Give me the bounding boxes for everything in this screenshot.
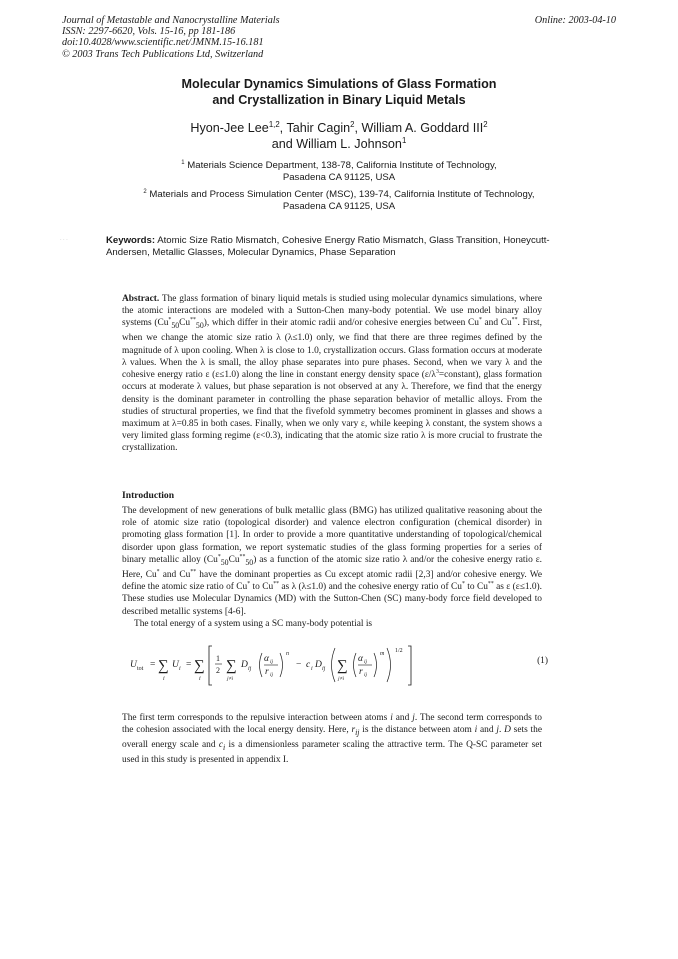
- svg-text:=: =: [150, 660, 156, 670]
- introduction-text: [122, 505, 542, 630]
- svg-text:tot: tot: [137, 666, 144, 672]
- equation-graphic: [130, 643, 510, 687]
- affiliation-line: Materials and Process Simulation Center (MSC), 139-74, California Institute of Technology,: [149, 189, 535, 200]
- svg-text:i: i: [163, 676, 165, 682]
- svg-text:1/2: 1/2: [395, 648, 403, 654]
- author-name: Hyon-Jee Lee: [190, 121, 269, 135]
- intro-paragraph: The total energy of a system using a SC many-body potential is: [134, 618, 373, 629]
- author-list: Hyon-Jee Lee$^{1,2}$, Tahir Cagin$^2$, William A. Goddard III$^2$ and William L. Johnson$^1$: [190, 119, 488, 151]
- title-line-2: and Crystallization in Binary Liquid Metals: [212, 93, 466, 107]
- body-paragraph: The first term corresponds to the repulsive interaction between atoms i and j. The second term corresponds to the cohesion associated with the local energy density. Here, $r_{ij}$ is the distance between atom i and j. D sets the overall energy scale and $c_i$ is a dimensionless parameter scaling the attractive term. The Q-SC parameter set used in this study is presented in appendix I.: [122, 713, 542, 766]
- svg-text:j≠i: j≠i: [227, 676, 234, 682]
- svg-text:∑: ∑: [226, 658, 237, 674]
- author-affil-ref: 2: [483, 119, 488, 129]
- svg-text:ij: ij: [322, 666, 326, 672]
- svg-text:U: U: [130, 660, 137, 670]
- svg-text:ij: ij: [248, 666, 252, 672]
- doi-link[interactable]: doi:10.4028/www.scientific.net/JMNM.15-16.181: [62, 37, 264, 49]
- scan-mark: · · ·: [60, 237, 68, 243]
- svg-text:α: α: [264, 654, 269, 664]
- svg-text:c: c: [306, 660, 311, 670]
- svg-text:r: r: [359, 667, 363, 677]
- copyright-line: © 2003 Trans Tech Publications Ltd, Switzerland: [62, 48, 264, 60]
- title-line-1: Molecular Dynamics Simulations of Glass Formation: [181, 77, 497, 91]
- keywords-block: [106, 235, 561, 260]
- svg-text:1: 1: [216, 654, 220, 663]
- svg-text:ij: ij: [364, 659, 368, 665]
- svg-text:D: D: [315, 660, 322, 670]
- svg-text:i: i: [179, 666, 181, 672]
- keywords-label: Keywords:: [106, 235, 156, 246]
- svg-text:i: i: [311, 666, 313, 672]
- affiliation-line: Pasadena CA 91125, USA: [282, 172, 396, 184]
- affiliation-2: [0, 189, 678, 214]
- paper-title: [0, 76, 678, 108]
- keywords-text: Atomic Size Ratio Mismatch, Cohesive Energy Ratio Mismatch, Glass Transition, Honeycutt-Andersen, Metallic Glasses, Molecular Dynamics, Phase Separation: [106, 235, 550, 259]
- author-affil-ref: 1,2: [268, 119, 280, 129]
- author-name: William A. Goddard III: [361, 121, 484, 135]
- affiliation-1: [0, 160, 678, 185]
- svg-text:2: 2: [216, 666, 220, 675]
- affiliation-line: Materials Science Department, 138-78, California Institute of Technology,: [187, 160, 497, 171]
- svg-text:U: U: [172, 660, 179, 670]
- svg-text:j≠i: j≠i: [338, 676, 345, 682]
- svg-text:α: α: [358, 654, 363, 664]
- intro-paragraph: The development of new generations of bulk metallic glass (BMG) has utilized qualitative reasoning about the role of atomic size ratio (topological disorder) and valence electron configuration (chemical disorder) in promoting glass formation [1]. In order to provide a more quantitative understanding of topological/chemical disorder upon glass formation, we report systematic studies of the glass forming properties for a series of binary metallic alloy $(Cu^*_{50}Cu^{**}_{50})$ as a function of the atomic size ratio λ and/or the cohesive energy ratio ε. Here, Cu* and Cu** have the dominant properties as Cu except atomic radii [2,3] and/or cohesive energy. We define the atomic size ratio of Cu* to Cu** as λ (λ≤1.0) and the cohesive energy ratio of Cu* to Cu** as ε (ε≤1.0). These studies use Molecular Dynamics (MD) with the Sutton-Chen (SC) many-body force field developed to described metallic systems [4-6].: [122, 506, 543, 617]
- author-name: Tahir Cagin: [286, 121, 351, 135]
- author-name: William L. Johnson: [296, 137, 402, 151]
- affiliation-line: Pasadena CA 91125, USA: [282, 201, 396, 213]
- svg-text:∑: ∑: [194, 658, 205, 674]
- section-heading-introduction: Introduction: [122, 490, 175, 501]
- abstract-paragraph: Abstract. The glass formation of binary liquid metals is studied using molecular dynamics simulations, where the atomic interactions are modeled with a Sutton-Chen many-body potential. We use model binary alloy systems $(Cu^*_{50}Cu^{**}_{50})$, which differ in their atomic radii and/or cohesive energies between Cu* and Cu**. First, when we change the atomic size ratio λ (λ≤1.0) only, we find that there are three regimes defined by the magnitude of λ upon cooling. When λ is close to 1.0, crystallization occurs. Glass formation occurs at moderate λ values. When the λ is small, the alloy phase separates into pure phases. Second, when we vary λ and the cohesive energy ratio ε (ε≤1.0) along the line in constant energy density space $(\varepsilon/\lambda^3=constant)$, glass formation occurs at moderate λ values, but phase separation is not observed at any λ. Therefore, we find that the energy density is the dominant parameter in controlling the phase separation behavior of metallic alloys. From the studies of structural properties, we find that the fivefold symmetry becomes prominent in glasses and shows a maximum at λ=0.85 in both cases. Finally, when we only vary ε, while keeping λ constant, the system shows a very limited glass forming regime (ε<0.3), indicating that the atomic size ratio λ is more crucial to frustrate the crystallization.: [122, 294, 542, 454]
- svg-text:ij: ij: [270, 659, 274, 665]
- svg-text:−: −: [296, 660, 302, 670]
- online-date: Online: 2003-04-10: [534, 15, 616, 26]
- affiliation-number: 1: [181, 159, 185, 166]
- post-equation-text: [122, 712, 542, 767]
- svg-text:∑: ∑: [158, 658, 169, 674]
- svg-text:r: r: [265, 667, 269, 677]
- svg-text:n: n: [286, 651, 289, 657]
- equation-number: (1): [537, 656, 548, 666]
- abstract-label: Abstract.: [122, 294, 160, 304]
- svg-text:ij: ij: [364, 672, 368, 678]
- author-conjunction: and: [271, 137, 293, 151]
- issn-line: ISSN: 2297-6620, Vols. 15-16, pp 181-186: [62, 26, 236, 38]
- svg-text:D: D: [241, 660, 248, 670]
- svg-text:i: i: [199, 676, 201, 682]
- svg-text:=: =: [186, 660, 192, 670]
- journal-header: [62, 15, 280, 60]
- author-affil-ref: 1: [401, 135, 407, 145]
- equation-1: [130, 643, 548, 687]
- svg-text:∑: ∑: [337, 658, 348, 674]
- author-affil-ref: 2: [350, 119, 355, 129]
- svg-text:m: m: [380, 651, 385, 657]
- journal-name: Journal of Metastable and Nanocrystalline Materials: [62, 15, 280, 26]
- svg-text:ij: ij: [270, 672, 274, 678]
- affiliation-number: 2: [143, 188, 147, 195]
